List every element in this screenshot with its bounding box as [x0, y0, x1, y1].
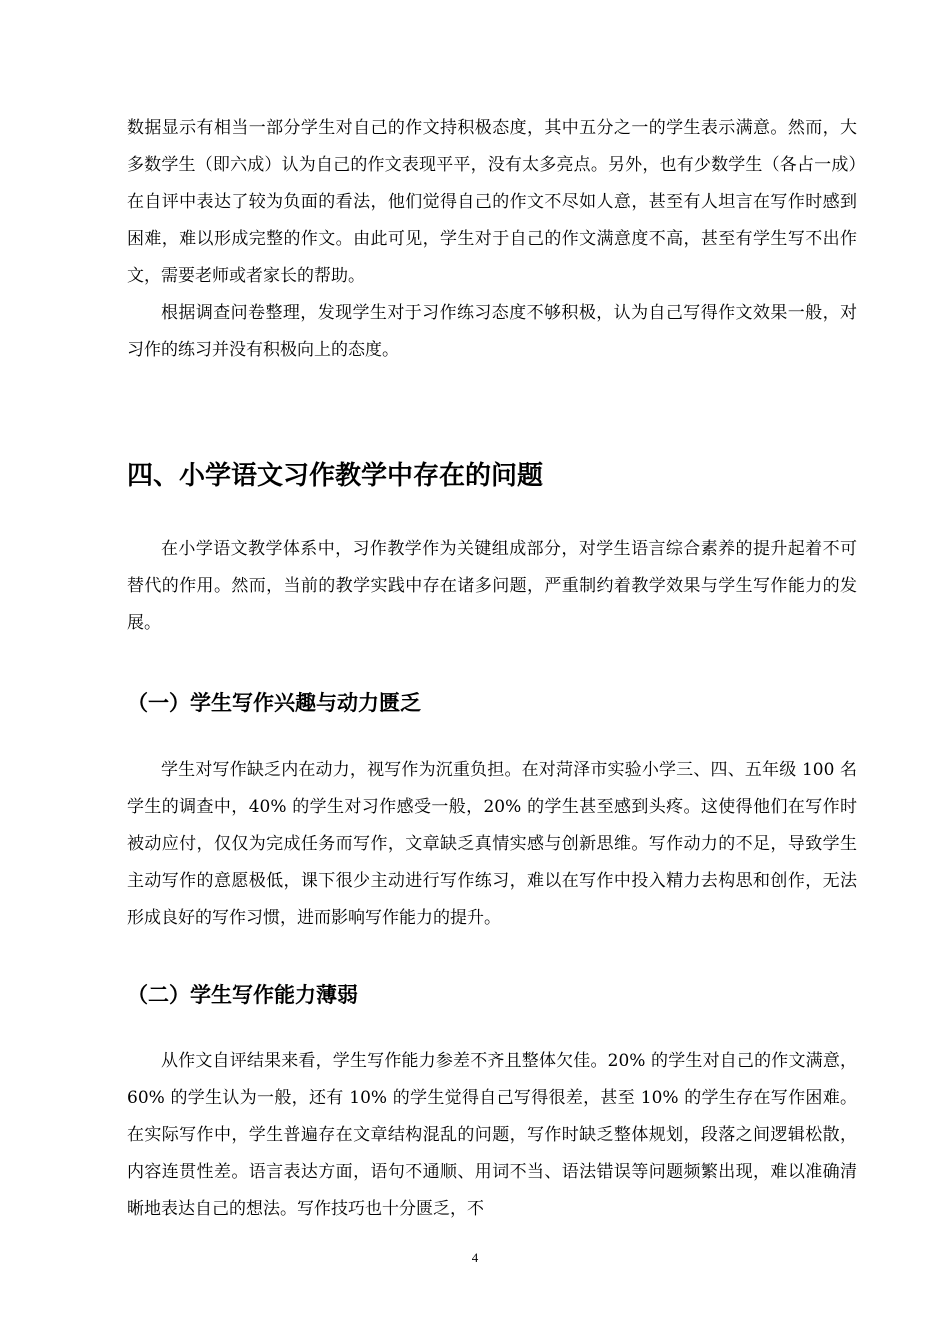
paragraph-section-intro: 在小学语文教学体系中，习作教学作为关键组成部分，对学生语言综合素养的提升起着不可替代的作用。然而，当前的教学实践中存在诸多问题，严重制约着教学效果与学生写作能力的发展。 [127, 539, 857, 633]
paragraph-self-evaluation-results: 数据显示有相当一部分学生对自己的作文持积极态度，其中五分之一的学生表示满意。然而，大多数学生（即六成）认为自己的作文表现平平，没有太多亮点。另外，也有少数学生（各占一成）在自评中表达了较为负面的看法，他们觉得自己的作文不尽如人意，甚至有人坦言在写作时感到困难，难以形成完整的作文。由此可见，学生对于自己的作文满意度不高，甚至有学生写不出作文，需要老师或者家长的帮助。 [127, 118, 857, 286]
paragraph-interest-motivation: 学生对写作缺乏内在动力，视写作为沉重负担。在对菏泽市实验小学三、四、五年级 100 名学生的调查中，40% 的学生对习作感受一般，20% 的学生甚至感到头疼。这使得他们在写作时被动应付，仅仅为完成任务而写作，文章缺乏真情实感与创新思维。写作动力的不足，导致学生主动写作的意愿极低，课下很少主动进行写作练习，难以在写作中投入精力去构思和创作，无法形成良好的写作习惯，进而影响写作能力的提升。 [127, 760, 857, 928]
subsection-heading-interest: （一）学生写作兴趣与动力匮乏 [127, 691, 421, 715]
section-heading-problems: 四、小学语文习作教学中存在的问题 [127, 461, 544, 491]
subsection-heading-ability: （二）学生写作能力薄弱 [127, 983, 358, 1007]
paragraph-survey-summary: 根据调查问卷整理，发现学生对于习作练习态度不够积极，认为自己写得作文效果一般，对习作的练习并没有积极向上的态度。 [127, 303, 857, 360]
page-number: 4 [471, 1250, 479, 1265]
paragraph-writing-ability: 从作文自评结果来看，学生写作能力参差不齐且整体欠佳。20% 的学生对自己的作文满意，60% 的学生认为一般，还有 10% 的学生觉得自己写得很差，甚至 10% 的学生存在写作困难。在实际写作中，学生普遍存在文章结构混乱的问题，写作时缺乏整体规划，段落之间逻辑松散，内容连贯性差。语言表达方面，语句不通顺、用词不当、语法错误等问题频繁出现，难以准确清晰地表达自己的想法。写作技巧也十分匮乏，不 [127, 1051, 857, 1219]
